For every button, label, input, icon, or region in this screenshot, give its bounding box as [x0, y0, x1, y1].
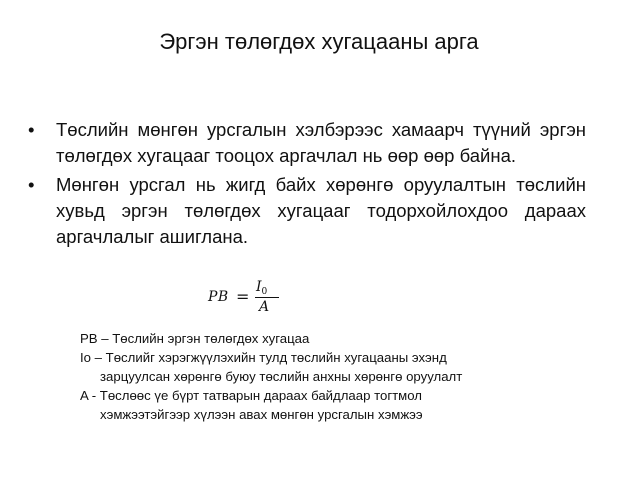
definitions-list: [80, 329, 588, 424]
payback-formula: [208, 279, 288, 316]
formula-fraction-bar: [255, 297, 279, 298]
formula-lhs: PB: [208, 289, 229, 305]
definition-continuation: зарцуулсан хөрөнгө буюу төслийн анхны хөрөнгө оруулалт: [100, 369, 463, 384]
formula-numerator-symbol: I: [256, 279, 262, 295]
slide-title: Эргэн төлөгдөх хугацааны арга: [159, 29, 479, 54]
definition-continuation: хэмжээтэйгээр хүлээн авах мөнгөн урсгалын хэмжээ: [100, 407, 423, 422]
formula-numerator-subscript: 0: [261, 287, 268, 297]
definition-line: Io – Төслийг хэрэгжүүлэхийн тулд төслийн хугацааны эхэнд: [80, 350, 447, 365]
definition-line: A - Төслөөс үе бүрт татварын дараах байдлаар тогтмол: [80, 388, 422, 403]
bullet-list: [26, 117, 586, 253]
definition-item: [80, 329, 588, 348]
bullet-icon: •: [28, 119, 35, 140]
definition-line: PB – Төслийн эргэн төлөгдөх хугацаа: [80, 331, 310, 346]
bullet-icon: •: [28, 174, 35, 195]
definition-item: [80, 348, 588, 386]
bullet-item: [26, 117, 586, 169]
bullet-item: [26, 172, 586, 250]
bullet-text: Мөнгөн урсгал нь жигд байх хөрөнгө оруулалтын төслийн хувьд эргэн төлөгдөх хугацааг тодорхойлохдоо дараах аргачлалыг ашиглана.: [56, 174, 586, 247]
formula-numerator: [256, 279, 267, 295]
formula-denominator: A: [259, 299, 270, 315]
bullet-text: Төслийн мөнгөн урсгалын хэлбэрээс хамаарч түүний эргэн төлөгдөх хугацааг тооцох аргачлал нь өөр өөр байна.: [56, 119, 586, 166]
definition-item: [80, 386, 588, 424]
formula-equals: =: [236, 287, 250, 306]
